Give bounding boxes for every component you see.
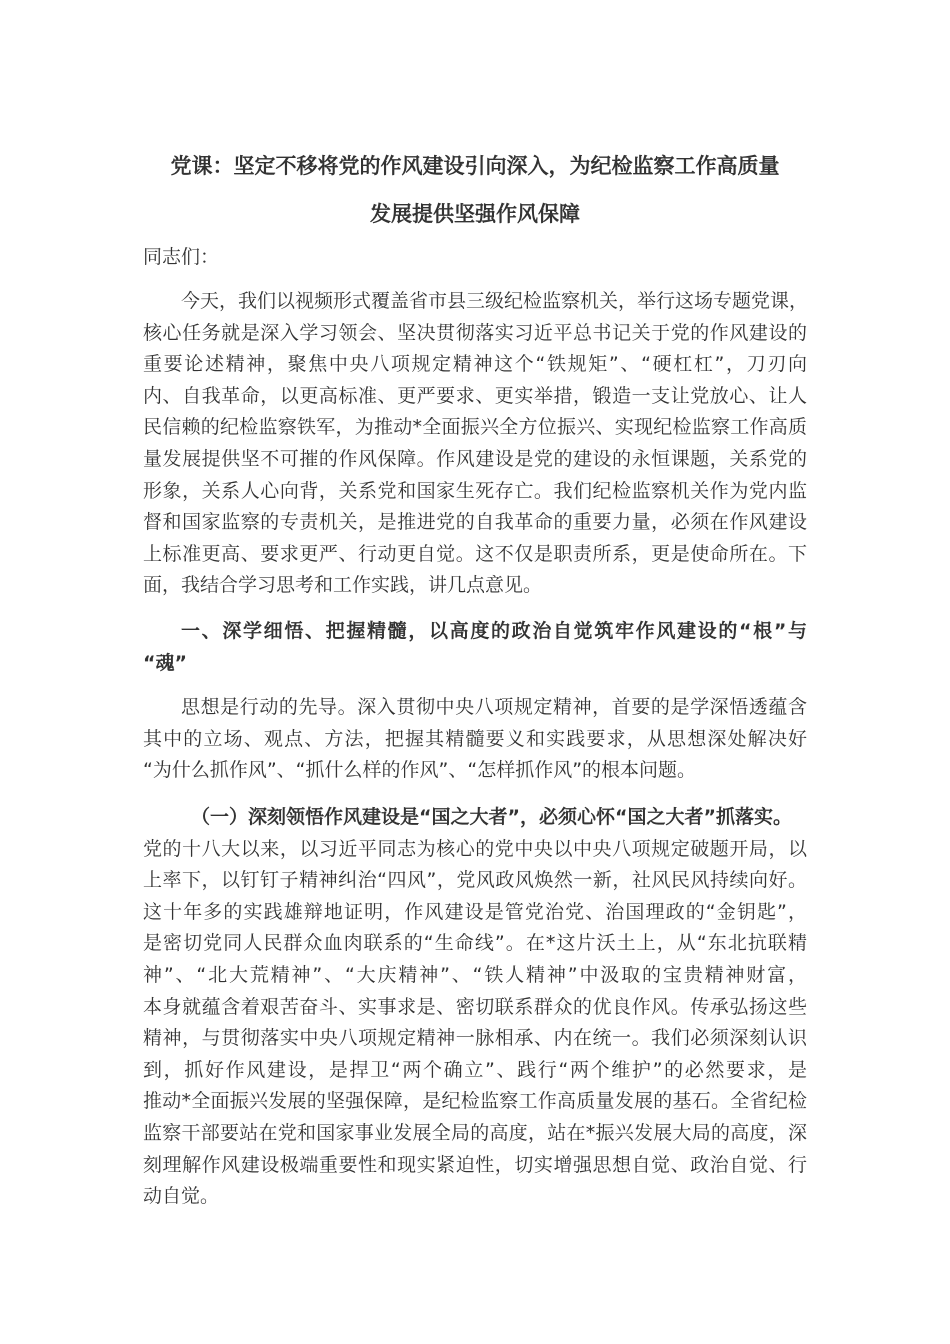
- paragraph-intro: [143, 286, 807, 602]
- subsection-body: [143, 834, 807, 1213]
- text-line: 上率下，以钉钉子精神纠治“四风”，党风政风焕然一新，社风民风持续向好。: [143, 869, 807, 892]
- text-line: 面，我结合学习思考和工作实践，讲几点意见。: [143, 574, 543, 597]
- text-line: 刻理解作风建设极端重要性和现实紧迫性，切实增强思想自觉、政治自觉、行: [143, 1153, 807, 1176]
- subsection-heading: （一）深刻领悟作风建设是“国之大者”，必须心怀“国之大者”抓落实。: [191, 806, 792, 828]
- paragraph-section-1-intro: [143, 692, 807, 787]
- heading-section-1: [143, 616, 807, 679]
- text-line: 到，抓好作风建设，是捍卫“两个确立”、践行“两个维护”的必然要求，是: [143, 1058, 807, 1081]
- text-line: 重要论述精神，聚焦中央八项规定精神这个“铁规矩”、“硬杠杠”，刀刃向: [143, 353, 807, 376]
- text-line: “为什么抓作风”、“抓什么样的作风”、“怎样抓作风”的根本问题。: [143, 759, 697, 782]
- text-line: 党的十八大以来，以习近平同志为核心的党中央以中央八项规定破题开局，以: [143, 837, 807, 860]
- document-title-line-1: 党课：坚定不移将党的作风建设引向深入，为纪检监察工作高质量: [170, 154, 780, 178]
- text-line: 本身就蕴含着艰苦奋斗、实事求是、密切联系群众的优良作风。传承弘扬这些: [143, 995, 807, 1018]
- text-line: 民信赖的纪检监察铁军，为推动*全面振兴全方位振兴、实现纪检监察工作高质: [143, 416, 807, 439]
- text-line: 其中的立场、观点、方法，把握其精髓要义和实践要求，从思想深处解决好: [143, 727, 807, 750]
- text-line: 神”、“北大荒精神”、“大庆精神”、“铁人精神”中汲取的宝贵精神财富，: [143, 963, 807, 986]
- text-line: 监察干部要站在党和国家事业发展全局的高度，站在*振兴发展大局的高度，深: [143, 1121, 807, 1144]
- text-line: 动自觉。: [143, 1185, 220, 1208]
- salutation-text: 同志们：: [143, 246, 220, 268]
- salutation: [143, 242, 807, 274]
- text-line: 这十年多的实践雄辩地证明，作风建设是管党治党、治国理政的“金钥匙”，: [143, 900, 807, 923]
- text-line: 量发展提供坚不可摧的作风保障。作风建设是党的建设的永恒课题，关系党的: [143, 447, 807, 470]
- paragraph-subsection-1: [143, 802, 807, 1213]
- document-title-line-2: 发展提供坚强作风保障: [370, 202, 580, 226]
- text-line: 上标准更高、要求更严、行动更自觉。这不仅是职责所系，更是使命所在。下: [143, 542, 807, 565]
- text-line: 督和国家监察的专责机关，是推进党的自我革命的重要力量，必须在作风建设: [143, 511, 807, 534]
- text-line: 一、深学细悟、把握精髓，以高度的政治自觉筑牢作风建设的“根”与: [181, 620, 807, 642]
- text-line: 是密切党同人民群众血肉联系的“生命线”。在*这片沃土上，从“东北抗联精: [143, 932, 807, 955]
- text-line: 思想是行动的先导。深入贯彻中央八项规定精神，首要的是学深悟透蕴含: [181, 696, 807, 718]
- text-line: 精神，与贯彻落实中央八项规定精神一脉相承、内在统一。我们必须深刻认识: [143, 1027, 807, 1050]
- text-line: “魂”: [143, 651, 187, 674]
- text-line: 今天，我们以视频形式覆盖省市县三级纪检监察机关，举行这场专题党课，: [181, 290, 809, 312]
- text-line: 内、自我革命，以更高标准、更严要求、更实举措，锻造一支让党放心、让人: [143, 384, 807, 407]
- text-line: 推动*全面振兴发展的坚强保障，是纪检监察工作高质量发展的基石。全省纪检: [143, 1090, 807, 1113]
- text-line: 形象，关系人心向背，关系党和国家生死存亡。我们纪检监察机关作为党内监: [143, 479, 807, 502]
- text-line: 核心任务就是深入学习领会、坚决贯彻落实习近平总书记关于党的作风建设的: [143, 321, 807, 344]
